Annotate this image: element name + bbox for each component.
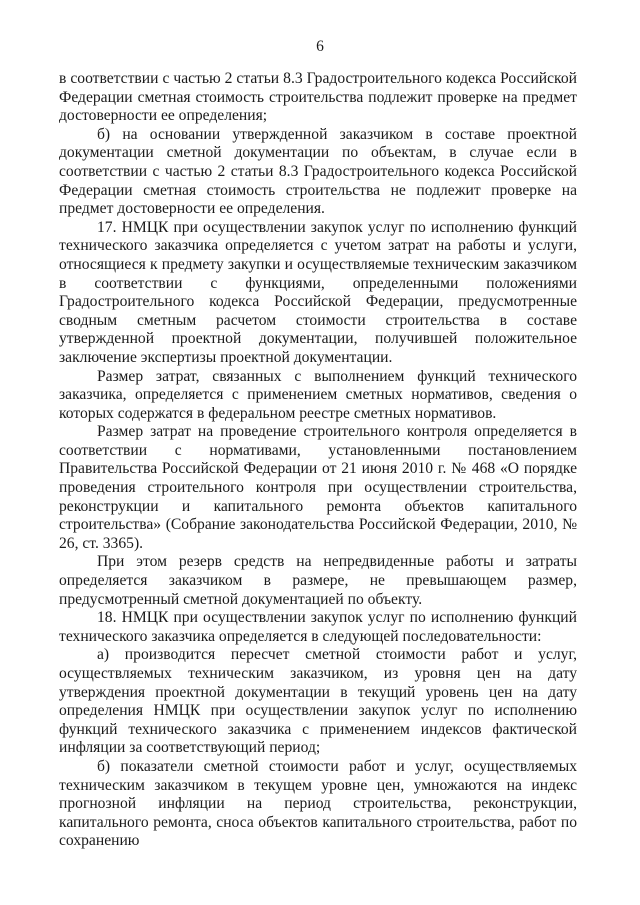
paragraph-subitem-a: а) производится пересчет сметной стоимости работ и услуг, осуществляемых техническим заказчиком, из уровня цен на дату утверждения проектной документации в текущий уровень цен на дату определения НМЦК при осуществлении закупок услуг по исполнению функций технического заказчика с применением индексов фактической инфляции за соответствующий период; xyxy=(59,646,577,757)
paragraph-customer-costs: Размер затрат, связанных с выполнением функций технического заказчика, определяется с применением сметных нормативов, сведения о которых содержатся в федеральном реестре сметных нормативов. xyxy=(59,367,577,422)
paragraph-subitem-b: б) на основании утвержденной заказчиком в составе проектной документации сметной документации по объектам, в случае если в соответствии с частью 2 статьи 8.3 Градостроительного кодекса Российской Федерации сметная стоимость строительства не подлежит проверке на предмет достоверности ее определения. xyxy=(59,125,577,218)
paragraph-clause-18: 18. НМЦК при осуществлении закупок услуг по исполнению функций технического заказчика определяется в следующей последовательности: xyxy=(59,609,577,645)
paragraph-subitem-b-indicators: б) показатели сметной стоимости работ и услуг, осуществляемых техническим заказчиком в текущем уровне цен, умножаются на индекс прогнозной инфляции на период строительства, реконструкции, капитального ремонта, сноса объектов капитального строительства, работ по сохранению xyxy=(59,757,577,850)
page-number: 6 xyxy=(316,38,324,55)
paragraph-continuation: в соответствии с частью 2 статьи 8.3 Градостроительного кодекса Российской Федерации сметная стоимость строительства подлежит проверке на предмет достоверности ее определения; xyxy=(59,70,577,125)
paragraph-reserve-funds: При этом резерв средств на непредвиденные работы и затраты определяется заказчиком в размере, не превышающем размер, предусмотренный сметной документацией по объекту. xyxy=(59,553,577,608)
paragraph-construction-control: Размер затрат на проведение строительного контроля определяется в соответствии с нормативами, установленными постановлением Правительства Российской Федерации от 21 июня 2010 г. № 468 «О порядке проведения строительного контроля при осуществлении строительства, реконструкции и капитального ремонта объектов капитального строительства» (Собрание законодательства Российской Федерации, 2010, № 26, ст. 3365). xyxy=(59,423,577,552)
document-body xyxy=(59,70,577,851)
paragraph-clause-17: 17. НМЦК при осуществлении закупок услуг по исполнению функций технического заказчика определяется с учетом затрат на работы и услуги, относящиеся к предмету закупки и осуществляемые техническим заказчиком в соответствии с функциями, определенными положениями Градостроительного кодекса Российской Федерации, предусмотренные сводным сметным расчетом стоимости строительства в составе утвержденной проектной документации, получившей положительное заключение экспертизы проектной документации. xyxy=(59,218,577,366)
